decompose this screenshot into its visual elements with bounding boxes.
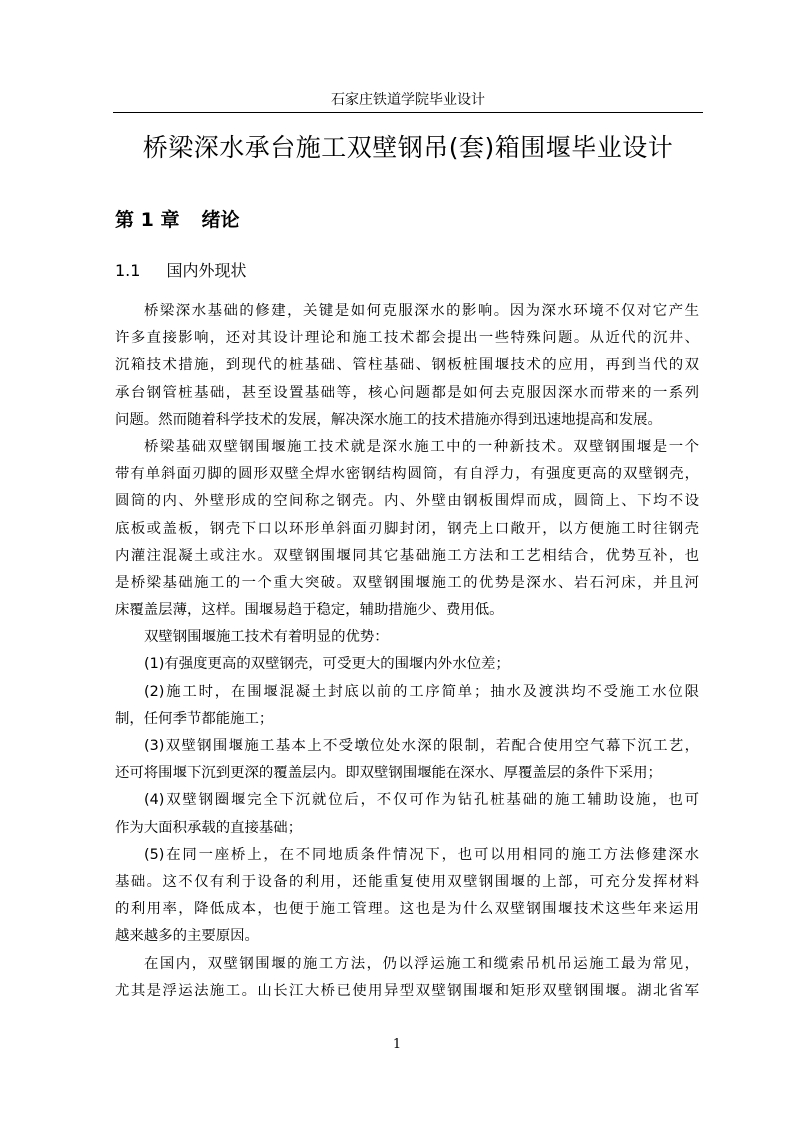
header-rule <box>113 112 703 113</box>
body-line: 尤其是浮运法施工。山长江大桥已使用异型双壁钢围堰和矩形双壁钢围堰。湖北省军 <box>115 982 699 999</box>
body-line: 制，任何季节都能施工； <box>115 710 274 727</box>
body-line: 带有单斜面刃脚的圆形双壁全焊水密钢结构圆筒，有自浮力，有强度更高的双壁钢壳， <box>115 466 699 483</box>
section-number: 1.1 <box>115 261 141 280</box>
body-line: 是桥梁基础施工的一个重大突破。双壁钢围堰施工的优势是深水、岩石河床，并且河 <box>115 574 699 591</box>
body-line: 的利用率，降低成本，也便于施工管理。这也是为什么双壁钢围堰技术这些年来运用 <box>115 901 699 918</box>
body-line: 在国内，双壁钢围堰的施工方法，仍以浮运施工和缆索吊机吊运施工最为常见， <box>144 955 699 972</box>
body-line: 基础。这不仅有利于设备的利用，还能重复使用双壁钢围堰的上部，可充分发挥材料 <box>115 873 699 890</box>
body-line: 双壁钢围堰施工技术有着明显的优势： <box>144 629 389 646</box>
body-line: 圆筒的内、外壁形成的空间称之钢壳。内、外壁由钢板围焊而成，圆筒上、下均不设 <box>115 493 699 510</box>
body-line: (3)双壁钢围堰施工基本上不受墩位处水深的限制，若配合使用空气幕下沉工艺， <box>144 738 699 754</box>
chapter-heading <box>115 206 239 234</box>
chapter-title: 绪论 <box>201 209 240 231</box>
body-line: (2)施工时，在围堰混凝土封底以前的工序简单；抽水及渡洪均不受施工水位限 <box>144 683 699 700</box>
body-line: 越来越多的主要原因。 <box>115 928 259 945</box>
body-line: 桥梁基础双壁钢围堰施工技术就是深水施工中的一种新技术。双壁钢围堰是一个 <box>144 438 699 455</box>
body-line: 沉箱技术措施，到现代的桩基础、管柱基础、钢板桩围堰技术的应用，再到当代的双 <box>115 357 699 374</box>
document-title: 桥梁深水承台施工双壁钢吊(套)箱围堰毕业设计 <box>142 133 674 162</box>
page-number: 1 <box>392 1037 402 1052</box>
body-line: 许多直接影响，还对其设计理论和施工技术都会提出一些特殊问题。从近代的沉井、 <box>115 330 699 347</box>
body-line: 承台钢管桩基础，甚至设置基础等，核心问题都是如何去克服因深水而带来的一系列 <box>115 384 699 401</box>
section-title: 国内外现状 <box>166 261 247 280</box>
running-header: 石家庄铁道学院毕业设计 <box>331 92 485 108</box>
body-line: 桥梁深水基础的修建，关键是如何克服深水的影响。因为深水环境不仅对它产生 <box>144 303 699 319</box>
body-line: 床覆盖层薄，这样。围堰易趋于稳定，辅助措施少、费用低。 <box>115 602 504 619</box>
section-heading <box>115 259 246 283</box>
body-line: 还可将围堰下沉到更深的覆盖层内。即双壁钢围堰能在深水、厚覆盖层的条件下采用； <box>115 765 662 782</box>
body-line: 内灌注混凝土或注水。双壁钢围堰同其它基础施工方法和工艺相结合，优势互补，也 <box>115 547 699 564</box>
body-line: 作为大面积承载的直接基础； <box>115 819 303 836</box>
body-text <box>115 298 699 1005</box>
body-line: 问题。然而随着科学技术的发展，解决深水施工的技术措施亦得到迅速地提高和发展。 <box>115 411 662 428</box>
body-line: (1)有强度更高的双壁钢壳，可受更大的围堰内外水位差； <box>144 656 510 673</box>
body-line: (4)双壁钢圈堰完全下沉就位后，不仅可作为钻孔桩基础的施工辅助设施，也可 <box>144 792 699 809</box>
body-line: (5)在同一座桥上，在不同地质条件情况下，也可以用相同的施工方法修建深水 <box>144 846 699 863</box>
body-line: 底板或盖板，钢壳下口以环形单斜面刃脚封闭，钢壳上口敞开，以方便施工时往钢壳 <box>115 520 699 537</box>
chapter-number: 第 1 章 <box>115 209 180 231</box>
